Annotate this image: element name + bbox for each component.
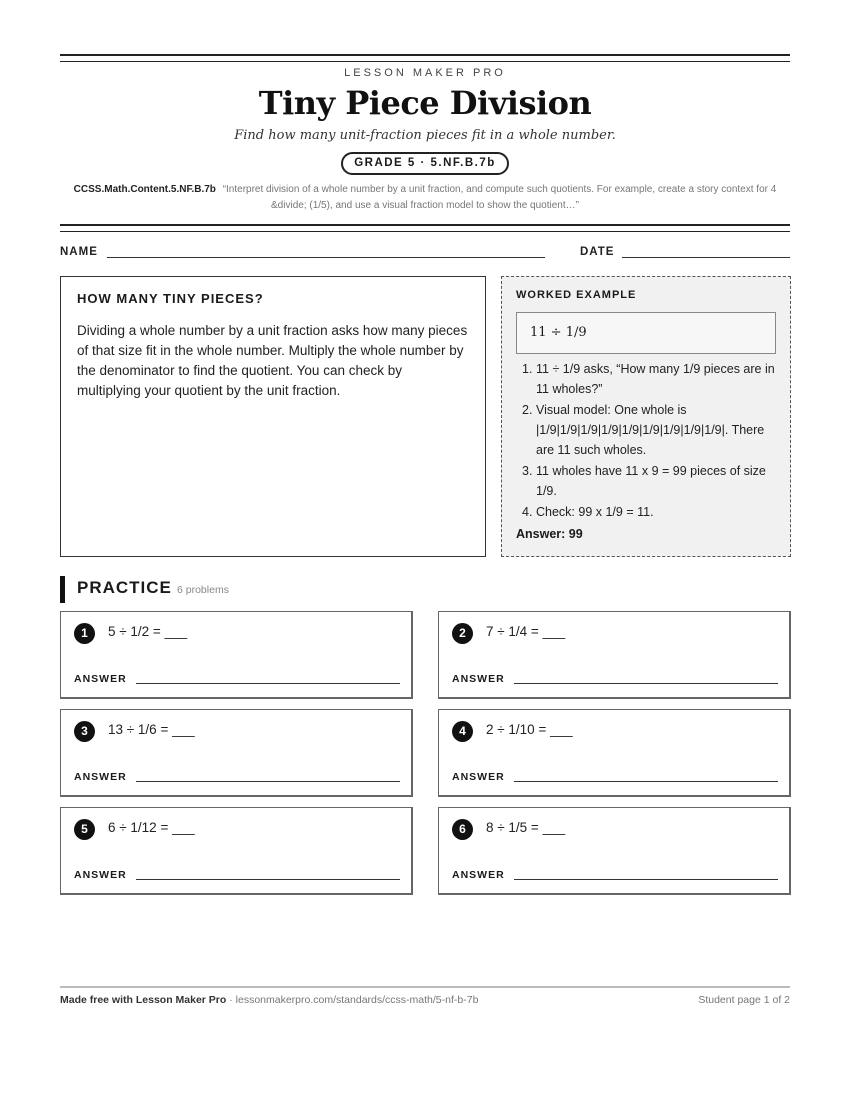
problem-card-5 bbox=[60, 807, 413, 895]
answer-field[interactable] bbox=[514, 683, 778, 684]
intro-heading: HOW MANY TINY PIECES? bbox=[77, 291, 264, 306]
answer-field[interactable] bbox=[514, 781, 778, 782]
worked-example-problem: 11 ÷ 1/9 bbox=[516, 312, 776, 354]
step-number: 3. bbox=[522, 464, 533, 478]
intro-text: Dividing a whole number by a unit fraction asks how many pieces of that size fit in the whole number. Multiply the whole number by the denominator to find the quotient. You can check by multiplying your quotient by the unit fraction. bbox=[77, 323, 468, 398]
problem-number: 2 bbox=[452, 623, 473, 644]
date-field[interactable] bbox=[622, 257, 790, 258]
problem-number: 6 bbox=[452, 819, 473, 840]
step-number: 2. bbox=[522, 403, 533, 417]
standard-text: “Interpret division of a whole number by a unit fraction, and compute such quotients. For example, create a story context for 4 &divide; (1/5), and use a visual fraction model to show the quotient…” bbox=[222, 184, 777, 211]
answer-label: ANSWER bbox=[452, 771, 505, 783]
step-text: Visual model: One whole is |1/9|1/9|1/9|1/9|1/9|1/9|1/9|1/9|1/9|. There are 11 such wholes. bbox=[536, 403, 765, 457]
intro-panel bbox=[60, 276, 486, 557]
problem-question: 6 ÷ 1/12 = ___ bbox=[108, 820, 195, 835]
problem-card-6 bbox=[438, 807, 791, 895]
answer-field[interactable] bbox=[136, 879, 400, 880]
answer-field[interactable] bbox=[136, 683, 400, 684]
page-subtitle: Find how many unit-fraction pieces fit in a whole number. bbox=[234, 128, 616, 143]
page-title: Tiny Piece Division bbox=[258, 84, 592, 122]
footer-page-number: Student page 1 of 2 bbox=[698, 994, 790, 1006]
standard-code: CCSS.Math.Content.5.NF.B.7b bbox=[73, 184, 216, 195]
problem-card-3 bbox=[60, 709, 413, 797]
answer-label: ANSWER bbox=[452, 673, 505, 685]
answer-field[interactable] bbox=[136, 781, 400, 782]
footer-url[interactable]: · lessonmakerpro.com/standards/ccss-math/5-nf-b-7b bbox=[226, 994, 479, 1006]
footer-made-with: Made free with Lesson Maker Pro bbox=[60, 994, 227, 1006]
practice-accent-bar bbox=[60, 576, 65, 603]
step-text: Check: 99 x 1/9 = 11. bbox=[536, 505, 654, 519]
header-bottom-divider bbox=[60, 224, 790, 232]
problem-number: 1 bbox=[74, 623, 95, 644]
grade-badge: GRADE 5 · 5.NF.B.7b bbox=[341, 152, 509, 175]
answer-label: ANSWER bbox=[452, 869, 505, 881]
problem-number: 5 bbox=[74, 819, 95, 840]
footer-credit bbox=[60, 994, 478, 1006]
answer-label: ANSWER bbox=[74, 673, 127, 685]
problem-card-1 bbox=[60, 611, 413, 699]
footer-divider bbox=[60, 986, 790, 988]
problem-question: 13 ÷ 1/6 = ___ bbox=[108, 722, 195, 737]
answer-label: ANSWER bbox=[74, 771, 127, 783]
problem-number: 3 bbox=[74, 721, 95, 742]
brand-name: LESSON MAKER PRO bbox=[344, 67, 506, 79]
worked-example-answer: Answer: 99 bbox=[516, 527, 583, 541]
step-number: 4. bbox=[522, 505, 533, 519]
problem-number: 4 bbox=[452, 721, 473, 742]
problem-question: 7 ÷ 1/4 = ___ bbox=[486, 624, 566, 639]
worked-example-panel bbox=[501, 276, 791, 557]
step-item bbox=[516, 400, 778, 460]
step-item bbox=[516, 502, 778, 522]
answer-label: ANSWER bbox=[74, 869, 127, 881]
worked-example-heading: WORKED EXAMPLE bbox=[516, 289, 637, 301]
step-text: 11 ÷ 1/9 asks, “How many 1/9 pieces are in 11 wholes?” bbox=[536, 362, 775, 396]
top-divider bbox=[60, 54, 790, 62]
date-label: DATE bbox=[580, 246, 615, 258]
standard-description bbox=[66, 182, 784, 214]
step-text: 11 wholes have 11 x 9 = 99 pieces of size 1/9. bbox=[536, 464, 766, 498]
name-field[interactable] bbox=[107, 257, 545, 258]
problem-question: 8 ÷ 1/5 = ___ bbox=[486, 820, 566, 835]
name-label: NAME bbox=[60, 246, 98, 258]
practice-count: 6 problems bbox=[177, 584, 229, 596]
step-item bbox=[516, 461, 778, 501]
answer-field[interactable] bbox=[514, 879, 778, 880]
step-item bbox=[516, 359, 778, 399]
problem-question: 2 ÷ 1/10 = ___ bbox=[486, 722, 573, 737]
problem-card-2 bbox=[438, 611, 791, 699]
practice-title: PRACTICE bbox=[77, 578, 172, 597]
step-number: 1. bbox=[522, 362, 533, 376]
worked-example-steps bbox=[516, 359, 778, 523]
problem-card-4 bbox=[438, 709, 791, 797]
problem-question: 5 ÷ 1/2 = ___ bbox=[108, 624, 188, 639]
